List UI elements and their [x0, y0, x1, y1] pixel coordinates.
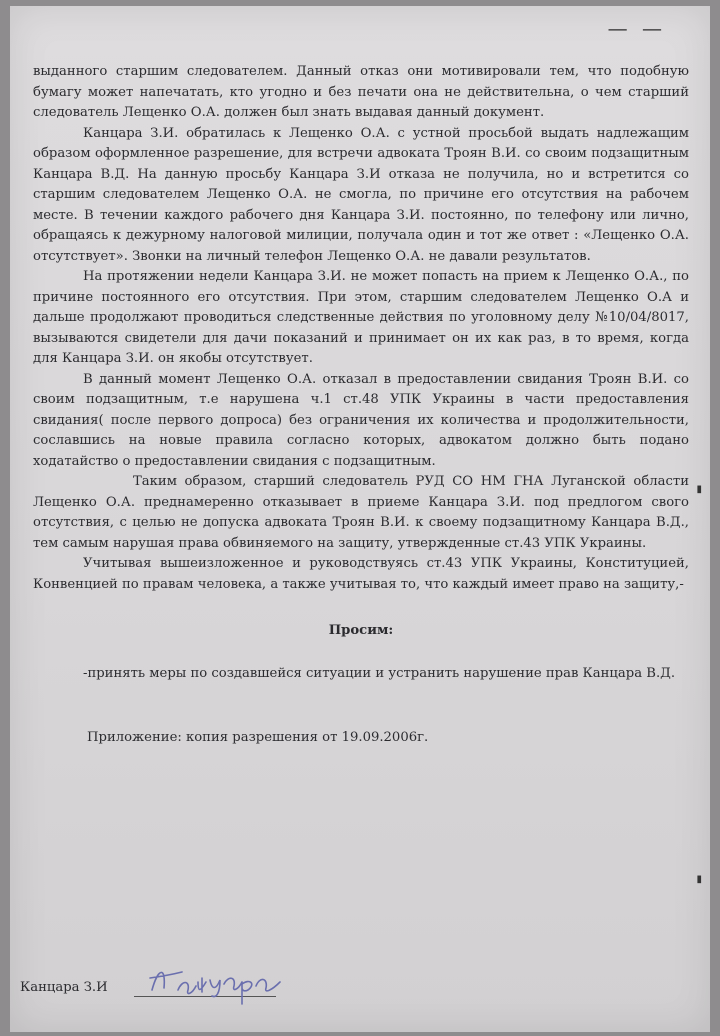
attachment-note: Приложение: копия разрешения от 19.09.2006г.: [87, 730, 429, 745]
paragraph-3: На протяжении недели Канцара З.И. не может попасть на прием к Лещенко О.А., по причине постоянного его отсутствия. При этом, старшим следователем Лещенко О.А и дальше продолжают проводиться следственные действия по уголовному делу №10/04/8017, вызываются свидетели для дачи показаний и принимает он их как раз, в то время, когда для Канцара З.И. он якобы отсутствует.: [33, 269, 689, 366]
request-body: -принять меры по создавшейся ситуации и устранить нарушение прав Канцара В.Д.: [83, 665, 676, 681]
letter-body: [33, 62, 689, 749]
paragraph-5: Таким образом, старший следователь РУД СО НМ ГНА Луганской области Лещенко О.А. преднамеренно отказывает в приеме Канцара З.И. под предлогом свого отсутствия, с целью не допуска адвоката Троян В.И. к своему подзащитному Канцара В.Д., тем самым нарушая права обвиняемого на защиту, утвержденные ст.43 УПК Украины.: [33, 474, 689, 551]
paragraph-4: В данный момент Лещенко О.А. отказал в предоставлении свидания Троян В.И. со своим подзащитным, т.е нарушена ч.1 ст.48 УПК Украины в части предоставления свидания( после первого допроса) без ограничения их количества и продолжительности, сославшись на новые правила согласно которых, адвокатом должно быть подано ходатайство о предоставлении свидания с подзащитным.: [33, 371, 689, 469]
edge-mark: ▮: [696, 484, 702, 495]
handwritten-signature: [144, 960, 294, 1006]
paragraph-2: Канцара З.И. обратилась к Лещенко О.А. с устной просьбой выдать надлежащим образом оформленное разрешение, для встречи адвоката Троян В.И. со своим подзащитным Канцара В.Д. На данную просьбу Канцара З.И отказа не получила, но и встретится со старшим следователем Лещенко О.А. не смогла, по причине его отсутствия на рабочем месте. В течении каждого рабочего дня Канцара З.И. постоянно, по телефону или лично, обращаясь к дежурному налоговой милиции, получала один и тот же ответ : «Лещенко О.А. отсутствует». Звонки на личный телефон Лещенко О.А. не давали результатов.: [33, 125, 689, 264]
edge-mark: ▮: [696, 874, 702, 885]
top-pen-marks: — —: [607, 16, 666, 40]
document-page: [10, 6, 710, 1032]
paragraph-6: Учитывая вышеизложенное и руководствуясь ст.43 УПК Украины, Конституцией, Конвенцией по правам человека, а также учитывая то, что каждый имеет право на защиту,-: [33, 556, 689, 592]
signer-name: Канцара З.И: [20, 980, 108, 995]
paragraph-1: выданного старшим следователем. Данный отказ они мотивировали тем, что подобную бумагу может напечатать, кто угодно и без печати она не действительна, о чем старший следователь Лещенко О.А. должен был знать выдавая данный документ.: [33, 64, 689, 120]
request-heading: Просим:: [328, 623, 394, 638]
